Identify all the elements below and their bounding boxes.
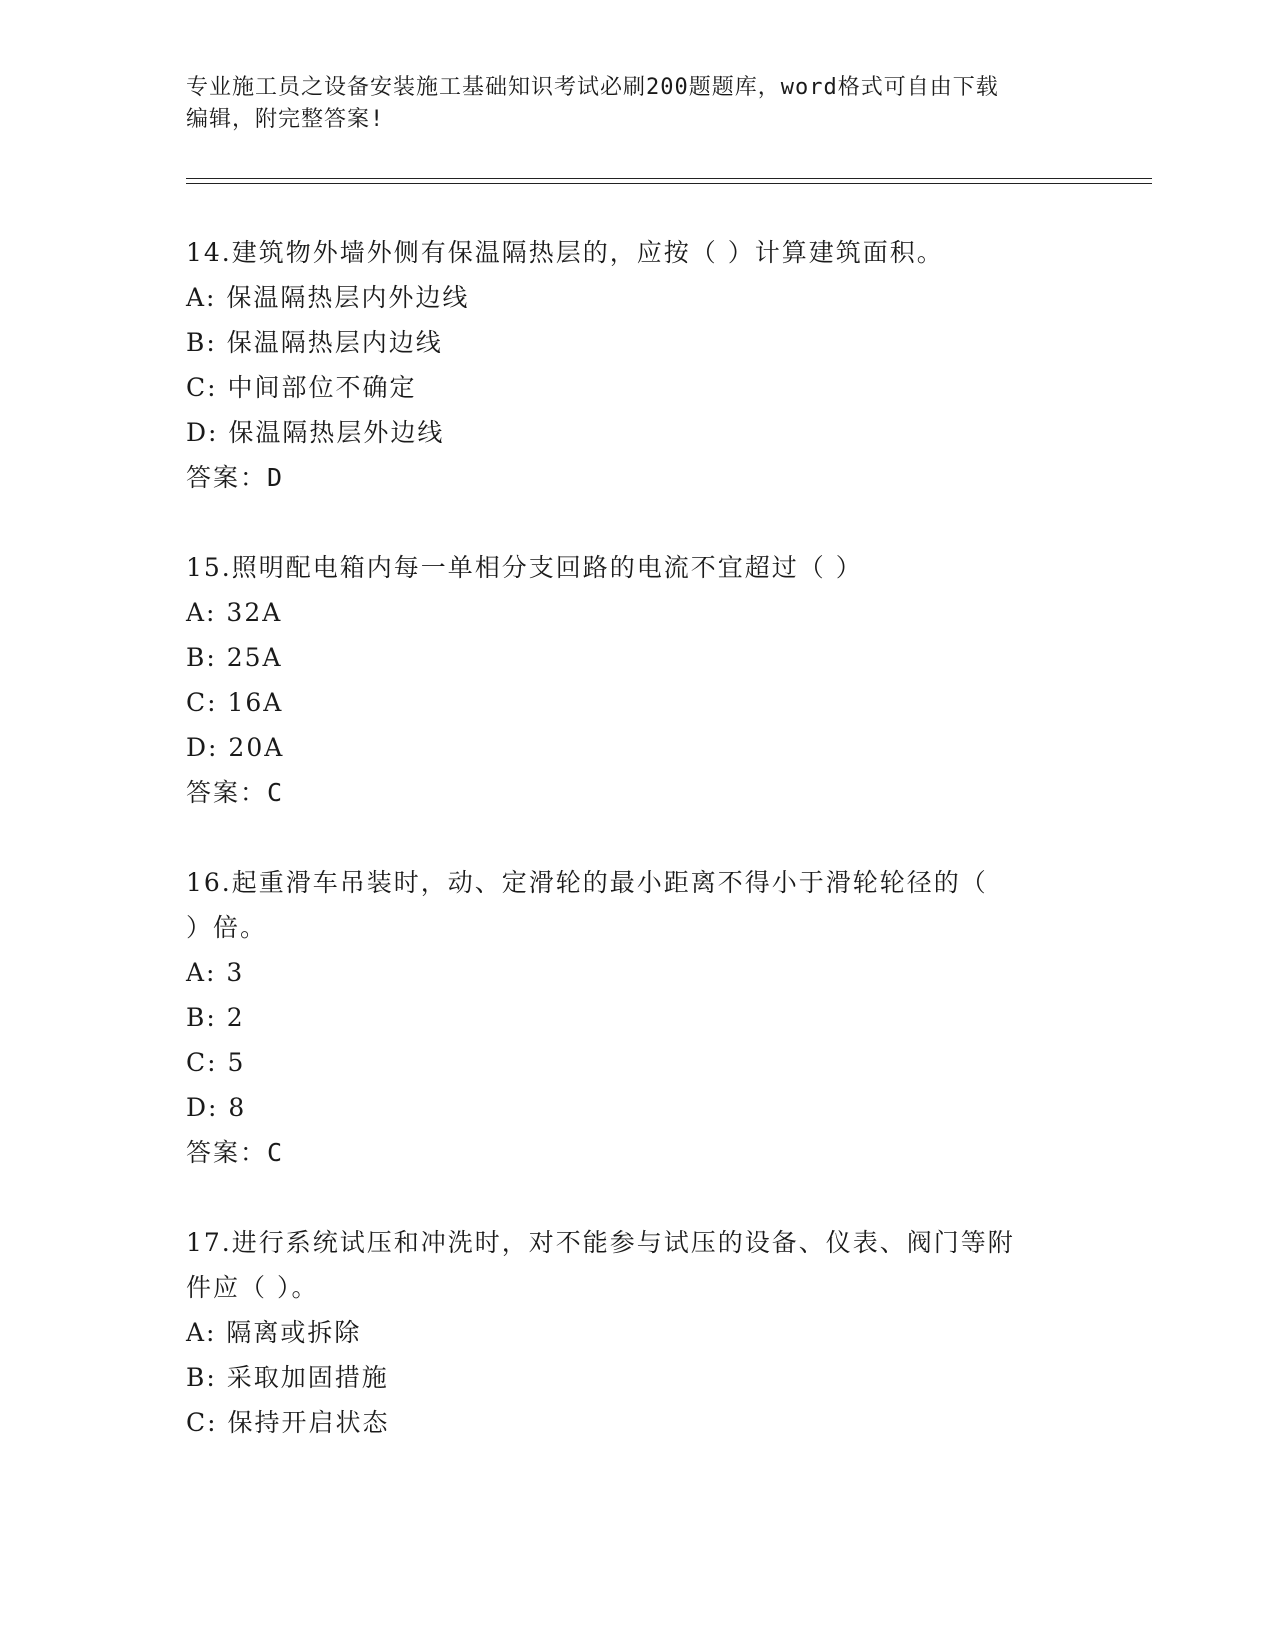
question-14 — [186, 230, 1086, 500]
option-c: C: 5 — [186, 1048, 246, 1077]
question-stem-line-2: 件应（ ）。 — [186, 1273, 319, 1302]
answer-value: C — [267, 1138, 285, 1167]
question-stem-line-1: 17.进行系统试压和冲洗时，对不能参与试压的设备、仪表、阀门等附 — [186, 1228, 1015, 1257]
option-b: B: 采取加固措施 — [186, 1363, 389, 1392]
question-list — [186, 230, 1086, 1490]
header-divider-bottom — [186, 183, 1152, 184]
answer-label: 答案： — [186, 1138, 268, 1167]
option-c: C: 中间部位不确定 — [186, 373, 417, 402]
header-line-1: 专业施工员之设备安装施工基础知识考试必刷200题题库，word格式可自由下载 — [186, 75, 999, 100]
question-15 — [186, 545, 1086, 815]
answer-label: 答案： — [186, 778, 268, 807]
question-stem-line-1: 16.起重滑车吊装时，动、定滑轮的最小距离不得小于滑轮轮径的（ — [186, 868, 988, 897]
question-17 — [186, 1220, 1086, 1445]
question-stem: 15.照明配电箱内每一单相分支回路的电流不宜超过（ ） — [186, 553, 863, 582]
option-b: B: 2 — [186, 1003, 245, 1032]
option-a: A: 保温隔热层内外边线 — [186, 283, 470, 312]
answer-value: C — [267, 778, 285, 807]
option-d: D: 8 — [186, 1093, 247, 1122]
option-b: B: 25A — [186, 643, 283, 672]
answer-line — [186, 1130, 1086, 1175]
header-divider-top — [186, 178, 1152, 179]
question-stem-line-2: ）倍。 — [186, 913, 268, 942]
option-a: A: 32A — [186, 598, 283, 627]
option-c: C: 16A — [186, 688, 284, 717]
answer-line — [186, 455, 1086, 500]
document-header — [186, 72, 1086, 136]
option-a: A: 隔离或拆除 — [186, 1318, 362, 1347]
option-b: B: 保温隔热层内边线 — [186, 328, 443, 357]
question-stem: 14.建筑物外墙外侧有保温隔热层的，应按（ ）计算建筑面积。 — [186, 238, 944, 267]
answer-line — [186, 770, 1086, 815]
option-a: A: 3 — [186, 958, 245, 987]
option-d: D: 20A — [186, 733, 285, 762]
option-d: D: 保温隔热层外边线 — [186, 418, 445, 447]
header-line-2: 编辑，附完整答案! — [186, 107, 385, 132]
answer-value: D — [267, 463, 285, 492]
question-16 — [186, 860, 1086, 1175]
option-c: C: 保持开启状态 — [186, 1408, 390, 1437]
answer-label: 答案： — [186, 463, 268, 492]
